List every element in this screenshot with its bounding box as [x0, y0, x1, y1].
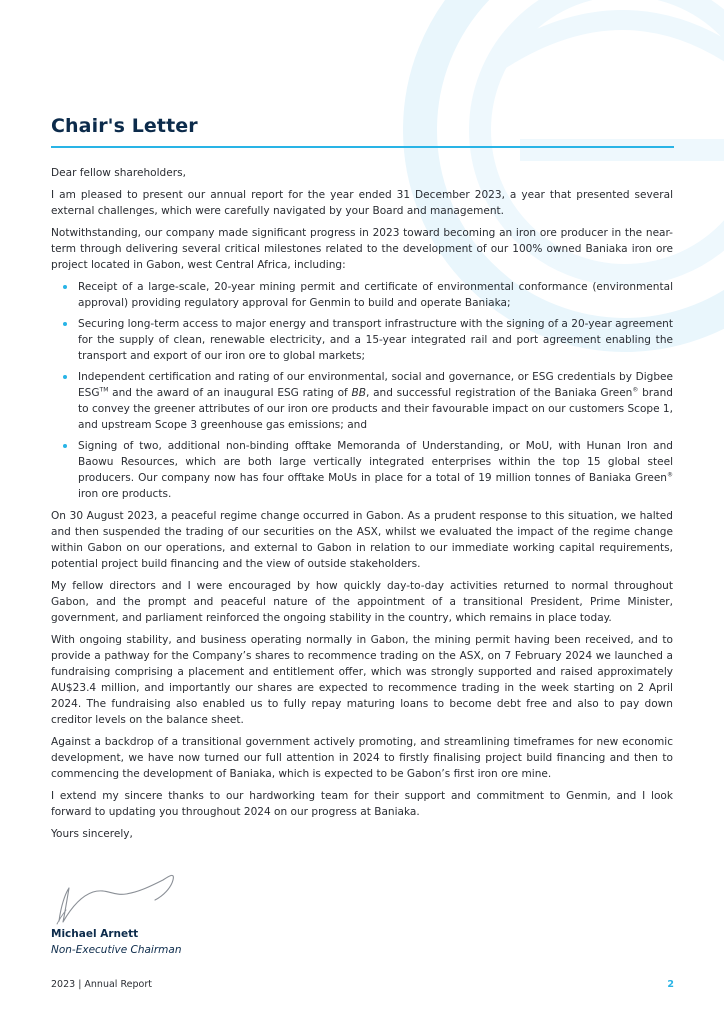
bullet-text: Securing long-term access to major energy and transport infrastructure with the signing of a 20-year agreement for the supply of clean, renewable electricity, and a 15-year integrated rail and port agreement enabling the transport and export of our iron ore to global markets; [78, 318, 673, 362]
closing: Yours sincerely, [51, 828, 133, 840]
esg-rating: BB [351, 387, 366, 399]
list-item [51, 369, 673, 433]
bullet-icon [63, 285, 67, 289]
signer-name: Michael Arnett [51, 928, 139, 940]
bullet-text: brand to convey the greener attributes of our iron ore products and their favourable impact on our customers Scope 1, and upstream Scope 3 greenhouse gas emissions; and [78, 387, 673, 431]
bullet-text: Independent certification and rating of our environmental, social and governance, or ESG credentials by Digbee ESG [78, 371, 673, 399]
paragraph-intro: I am pleased to present our annual report for the year ended 31 December 2023, a year that presented several external challenges, which were carefully navigated by your Board and management. [51, 189, 673, 217]
list-item [51, 438, 673, 502]
page-title: Chair's Letter [51, 115, 198, 137]
registered-mark: ® [632, 386, 639, 394]
list-item [51, 279, 673, 311]
paragraph-thanks: I extend my sincere thanks to our hardworking team for their support and commitment to Genmin, and I look forward to updating you throughout 2024 on our progress at Baniaka. [51, 790, 673, 818]
handwritten-signature [51, 866, 191, 928]
paragraph-fundraising: With ongoing stability, and business operating normally in Gabon, the mining permit having been received, and to provide a pathway for the Company’s shares to recommence trading on the ASX, on 7 February 2024 we launched a fundraising comprising a placement and entitlement offer, which was strongly supported and raised approximately AU$23.4 million, and importantly our shares are expected to recommence trading in the week starting on 2 April 2024. The fundraising also enabled us to fully repay maturing loans to become debt free and also to pay down creditor levels on the balance sheet. [51, 634, 673, 726]
paragraph-regime-change: On 30 August 2023, a peaceful regime change occurred in Gabon. As a prudent response to this situation, we halted and then suspended the trading of our securities on the ASX, whilst we evaluated the impact of the regime change within Gabon on our operations, and external to Gabon in relation to our immediate working capital requirements, potential project build financing and the view of outside stakeholders. [51, 510, 673, 570]
paragraph-progress: Notwithstanding, our company made significant progress in 2023 toward becoming an iron ore producer in the near-term through delivering several critical milestones related to the development of our 100% owned Baniaka iron ore project located in Gabon, west Central Africa, including: [51, 227, 673, 271]
letter-body [51, 165, 673, 848]
bullet-icon [63, 322, 67, 326]
title-underline [51, 146, 674, 148]
bullet-icon [63, 375, 67, 379]
bullet-text: and the award of an inaugural ESG rating of [108, 387, 352, 399]
milestones-list [51, 279, 673, 502]
page-number: 2 [667, 979, 674, 990]
footer-report-label: 2023 | Annual Report [51, 979, 152, 990]
paragraph-stability: My fellow directors and I were encouraged by how quickly day-to-day activities returned to normal throughout Gabon, and the prompt and peaceful nature of the appointment of a transitional President, Prime Minister, government, and parliament reinforced the ongoing stability in the country, which remains in place today. [51, 580, 673, 624]
bullet-text: , and successful registration of the Baniaka Green [365, 387, 633, 399]
list-item [51, 316, 673, 364]
paragraph-outlook: Against a backdrop of a transitional government actively promoting, and streamlining timeframes for new economic development, we have now turned our full attention in 2024 to firstly finalising project build financing and then to commencing the development of Baniaka, which is expected to be Gabon’s first iron ore mine. [51, 736, 673, 780]
trademark-mark: TM [99, 386, 109, 394]
bullet-text: iron ore products. [78, 488, 172, 500]
signer-title: Non-Executive Chairman [51, 944, 182, 956]
registered-mark: ® [667, 471, 673, 479]
bullet-text: Signing of two, additional non-binding offtake Memoranda of Understanding, or MoU, with Hunan Iron and Baowu Resources, which are both large vertically integrated enterprises within the top 15 global steel producers. Our company now has four offtake MoUs in place for a total of 19 million tonnes of Baniaka Green [78, 440, 673, 484]
bullet-icon [63, 444, 67, 448]
salutation: Dear fellow shareholders, [51, 167, 186, 179]
bullet-text: Receipt of a large-scale, 20-year mining permit and certificate of environmental conformance (environmental approval) providing regulatory approval for Genmin to build and operate Baniaka; [78, 281, 673, 309]
